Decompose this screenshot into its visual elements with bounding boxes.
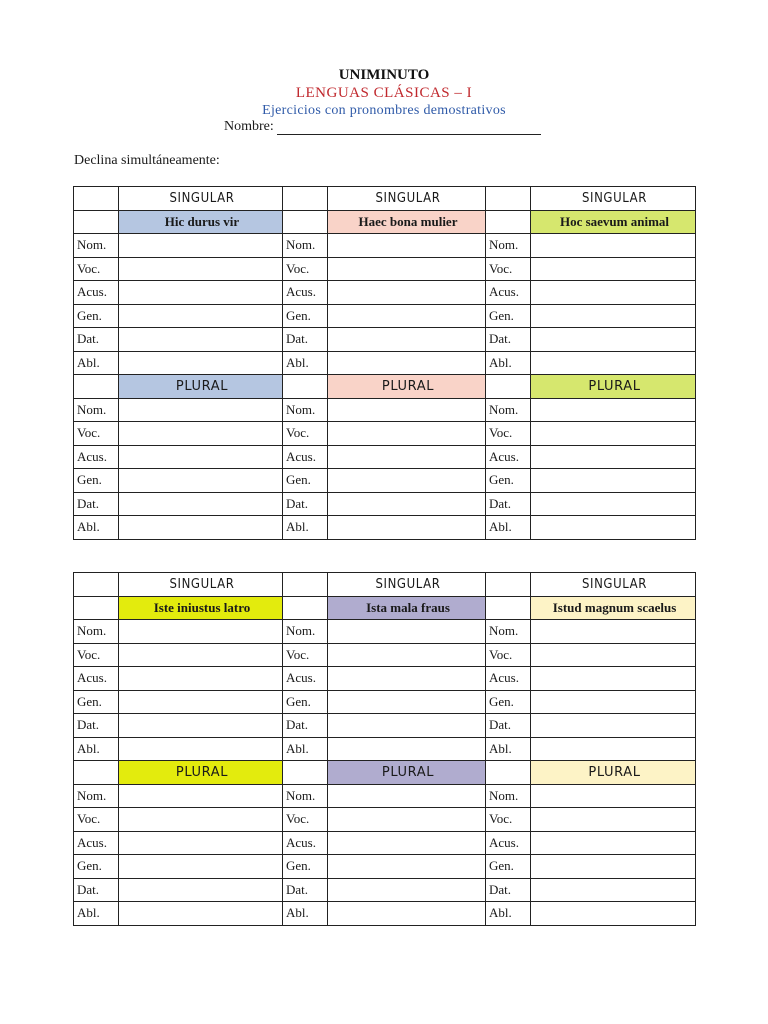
case-label: Abl. [486,351,531,375]
case-label: Dat. [486,714,531,738]
answer-cell[interactable] [119,445,283,469]
case-row [74,831,696,855]
case-label: Nom. [74,234,119,258]
case-label: Dat. [486,492,531,516]
singular-label: SINGULAR [531,187,696,211]
case-label: Dat. [283,328,328,352]
blank-cell [283,210,328,234]
case-label: Nom. [283,234,328,258]
case-label: Acus. [486,667,531,691]
singular-label: SINGULAR [531,573,696,597]
institution-title: UNIMINUTO [338,67,430,83]
case-label: Gen. [486,855,531,879]
case-label: Acus. [486,445,531,469]
case-row [74,492,696,516]
blank-cell [486,187,531,211]
answer-cell[interactable] [119,516,283,540]
case-label: Gen. [283,690,328,714]
case-label: Dat. [74,714,119,738]
case-row [74,234,696,258]
answer-cell[interactable] [328,445,486,469]
plural-header-row [74,761,696,785]
case-label: Gen. [486,690,531,714]
declension-table-2 [73,572,696,926]
course-title: LENGUAS CLÁSICAS – I [295,85,473,101]
answer-cell[interactable] [119,281,283,305]
case-label: Voc. [486,422,531,446]
answer-cell[interactable] [531,620,696,644]
answer-cell[interactable] [328,422,486,446]
blank-cell [74,573,119,597]
case-label: Nom. [486,784,531,808]
answer-cell[interactable] [328,516,486,540]
declension-table-1 [73,186,696,540]
answer-cell[interactable] [328,328,486,352]
answer-cell[interactable] [328,667,486,691]
case-row [74,902,696,926]
case-label: Voc. [74,257,119,281]
answer-cell[interactable] [328,643,486,667]
case-label: Nom. [486,620,531,644]
blank-cell [283,187,328,211]
answer-cell[interactable] [119,469,283,493]
case-label: Dat. [283,878,328,902]
case-label: Dat. [74,492,119,516]
answer-cell[interactable] [328,281,486,305]
case-row [74,469,696,493]
answer-cell[interactable] [119,492,283,516]
answer-cell[interactable] [119,351,283,375]
answer-cell[interactable] [119,328,283,352]
case-label: Acus. [486,831,531,855]
case-label: Voc. [74,643,119,667]
answer-cell[interactable] [531,422,696,446]
case-label: Abl. [283,902,328,926]
answer-cell[interactable] [119,620,283,644]
case-label: Acus. [74,445,119,469]
answer-cell[interactable] [119,855,283,879]
answer-cell[interactable] [328,831,486,855]
answer-cell[interactable] [328,808,486,832]
plural-label: PLURAL [531,761,696,785]
case-label: Acus. [74,667,119,691]
answer-cell[interactable] [119,714,283,738]
plural-label: PLURAL [328,375,486,399]
answer-cell[interactable] [119,878,283,902]
case-row [74,643,696,667]
answer-cell[interactable] [119,902,283,926]
case-label: Gen. [74,304,119,328]
case-row [74,737,696,761]
case-label: Acus. [74,281,119,305]
case-label: Acus. [283,281,328,305]
case-row [74,351,696,375]
answer-cell[interactable] [328,737,486,761]
case-label: Abl. [486,737,531,761]
answer-cell[interactable] [119,784,283,808]
answer-cell[interactable] [531,831,696,855]
noun-phrase: Ista mala fraus [328,596,486,620]
case-label: Voc. [283,422,328,446]
blank-cell [486,596,531,620]
answer-cell[interactable] [531,714,696,738]
case-row [74,690,696,714]
case-label: Gen. [283,855,328,879]
noun-phrase-row [74,596,696,620]
answer-cell[interactable] [328,855,486,879]
plural-label: PLURAL [119,761,283,785]
case-label: Nom. [486,234,531,258]
answer-cell[interactable] [531,855,696,879]
name-blank-line[interactable] [277,120,541,135]
answer-cell[interactable] [119,234,283,258]
answer-cell[interactable] [328,690,486,714]
case-label: Gen. [486,469,531,493]
case-row [74,281,696,305]
blank-cell [283,761,328,785]
answer-cell[interactable] [119,257,283,281]
case-label: Voc. [486,257,531,281]
case-label: Abl. [74,902,119,926]
name-label: Nombre: [224,119,274,134]
singular-label: SINGULAR [328,573,486,597]
case-label: Voc. [486,808,531,832]
case-label: Voc. [74,422,119,446]
answer-cell[interactable] [328,714,486,738]
blank-cell [486,573,531,597]
case-label: Gen. [74,855,119,879]
answer-cell[interactable] [531,643,696,667]
answer-cell[interactable] [531,784,696,808]
case-label: Abl. [486,902,531,926]
answer-cell[interactable] [119,643,283,667]
case-label: Abl. [283,737,328,761]
noun-phrase: Hoc saevum animal [531,210,696,234]
case-label: Acus. [283,667,328,691]
answer-cell[interactable] [328,398,486,422]
answer-cell[interactable] [531,281,696,305]
answer-cell[interactable] [328,902,486,926]
answer-cell[interactable] [531,257,696,281]
noun-phrase: Haec bona mulier [328,210,486,234]
case-label: Nom. [283,398,328,422]
answer-cell[interactable] [531,234,696,258]
answer-cell[interactable] [531,469,696,493]
answer-cell[interactable] [119,422,283,446]
plural-label: PLURAL [328,761,486,785]
answer-cell[interactable] [328,469,486,493]
blank-cell [74,761,119,785]
blank-cell [486,761,531,785]
singular-header-row [74,187,696,211]
case-label: Dat. [74,878,119,902]
answer-cell[interactable] [328,620,486,644]
answer-cell[interactable] [531,445,696,469]
plural-label: PLURAL [531,375,696,399]
case-label: Dat. [74,328,119,352]
case-label: Gen. [283,469,328,493]
case-row [74,328,696,352]
noun-phrase: Iste iniustus latro [119,596,283,620]
answer-cell[interactable] [328,257,486,281]
plural-label: PLURAL [119,375,283,399]
case-label: Abl. [283,351,328,375]
case-label: Abl. [74,737,119,761]
singular-label: SINGULAR [119,573,283,597]
answer-cell[interactable] [119,831,283,855]
case-label: Dat. [283,492,328,516]
case-label: Nom. [74,398,119,422]
case-label: Nom. [283,620,328,644]
case-label: Dat. [283,714,328,738]
case-label: Abl. [486,516,531,540]
case-label: Voc. [74,808,119,832]
answer-cell[interactable] [119,398,283,422]
case-label: Abl. [283,516,328,540]
answer-cell[interactable] [531,516,696,540]
case-row [74,808,696,832]
case-label: Gen. [486,304,531,328]
case-label: Acus. [283,831,328,855]
case-row [74,714,696,738]
blank-cell [283,375,328,399]
answer-cell[interactable] [328,351,486,375]
singular-label: SINGULAR [328,187,486,211]
answer-cell[interactable] [328,492,486,516]
case-row [74,516,696,540]
blank-cell [74,210,119,234]
case-label: Voc. [283,257,328,281]
case-row [74,422,696,446]
answer-cell[interactable] [119,667,283,691]
answer-cell[interactable] [531,878,696,902]
answer-cell[interactable] [531,304,696,328]
case-label: Abl. [74,516,119,540]
case-label: Acus. [486,281,531,305]
singular-header-row [74,573,696,597]
case-row [74,620,696,644]
noun-phrase: Istud magnum scaelus [531,596,696,620]
case-label: Acus. [74,831,119,855]
answer-cell[interactable] [531,902,696,926]
answer-cell[interactable] [119,690,283,714]
instruction-text: Declina simultáneamente: [74,153,220,168]
case-row [74,398,696,422]
case-row [74,855,696,879]
case-label: Dat. [486,328,531,352]
blank-cell [283,596,328,620]
blank-cell [486,210,531,234]
answer-cell[interactable] [328,304,486,328]
case-row [74,878,696,902]
answer-cell[interactable] [531,737,696,761]
singular-label: SINGULAR [119,187,283,211]
answer-cell[interactable] [531,690,696,714]
noun-phrase: Hic durus vir [119,210,283,234]
blank-cell [74,596,119,620]
name-field-row [224,118,541,135]
answer-cell[interactable] [531,351,696,375]
case-label: Nom. [486,398,531,422]
case-label: Abl. [74,351,119,375]
answer-cell[interactable] [119,737,283,761]
answer-cell[interactable] [328,878,486,902]
case-row [74,784,696,808]
case-label: Gen. [74,690,119,714]
case-row [74,445,696,469]
exercise-subtitle: Ejercicios con pronombres demostrativos [262,103,506,118]
case-label: Gen. [74,469,119,493]
blank-cell [74,187,119,211]
case-label: Gen. [283,304,328,328]
case-label: Voc. [486,643,531,667]
case-label: Voc. [283,808,328,832]
answer-cell[interactable] [119,304,283,328]
document-header [0,67,768,120]
answer-cell[interactable] [328,784,486,808]
case-label: Nom. [283,784,328,808]
case-label: Voc. [283,643,328,667]
answer-cell[interactable] [531,808,696,832]
case-row [74,257,696,281]
blank-cell [74,375,119,399]
case-label: Nom. [74,620,119,644]
plural-header-row [74,375,696,399]
case-row [74,304,696,328]
answer-cell[interactable] [531,398,696,422]
case-label: Dat. [486,878,531,902]
blank-cell [486,375,531,399]
answer-cell[interactable] [531,667,696,691]
answer-cell[interactable] [328,234,486,258]
blank-cell [283,573,328,597]
noun-phrase-row [74,210,696,234]
case-label: Nom. [74,784,119,808]
answer-cell[interactable] [531,328,696,352]
answer-cell[interactable] [531,492,696,516]
case-label: Acus. [283,445,328,469]
answer-cell[interactable] [119,808,283,832]
case-row [74,667,696,691]
